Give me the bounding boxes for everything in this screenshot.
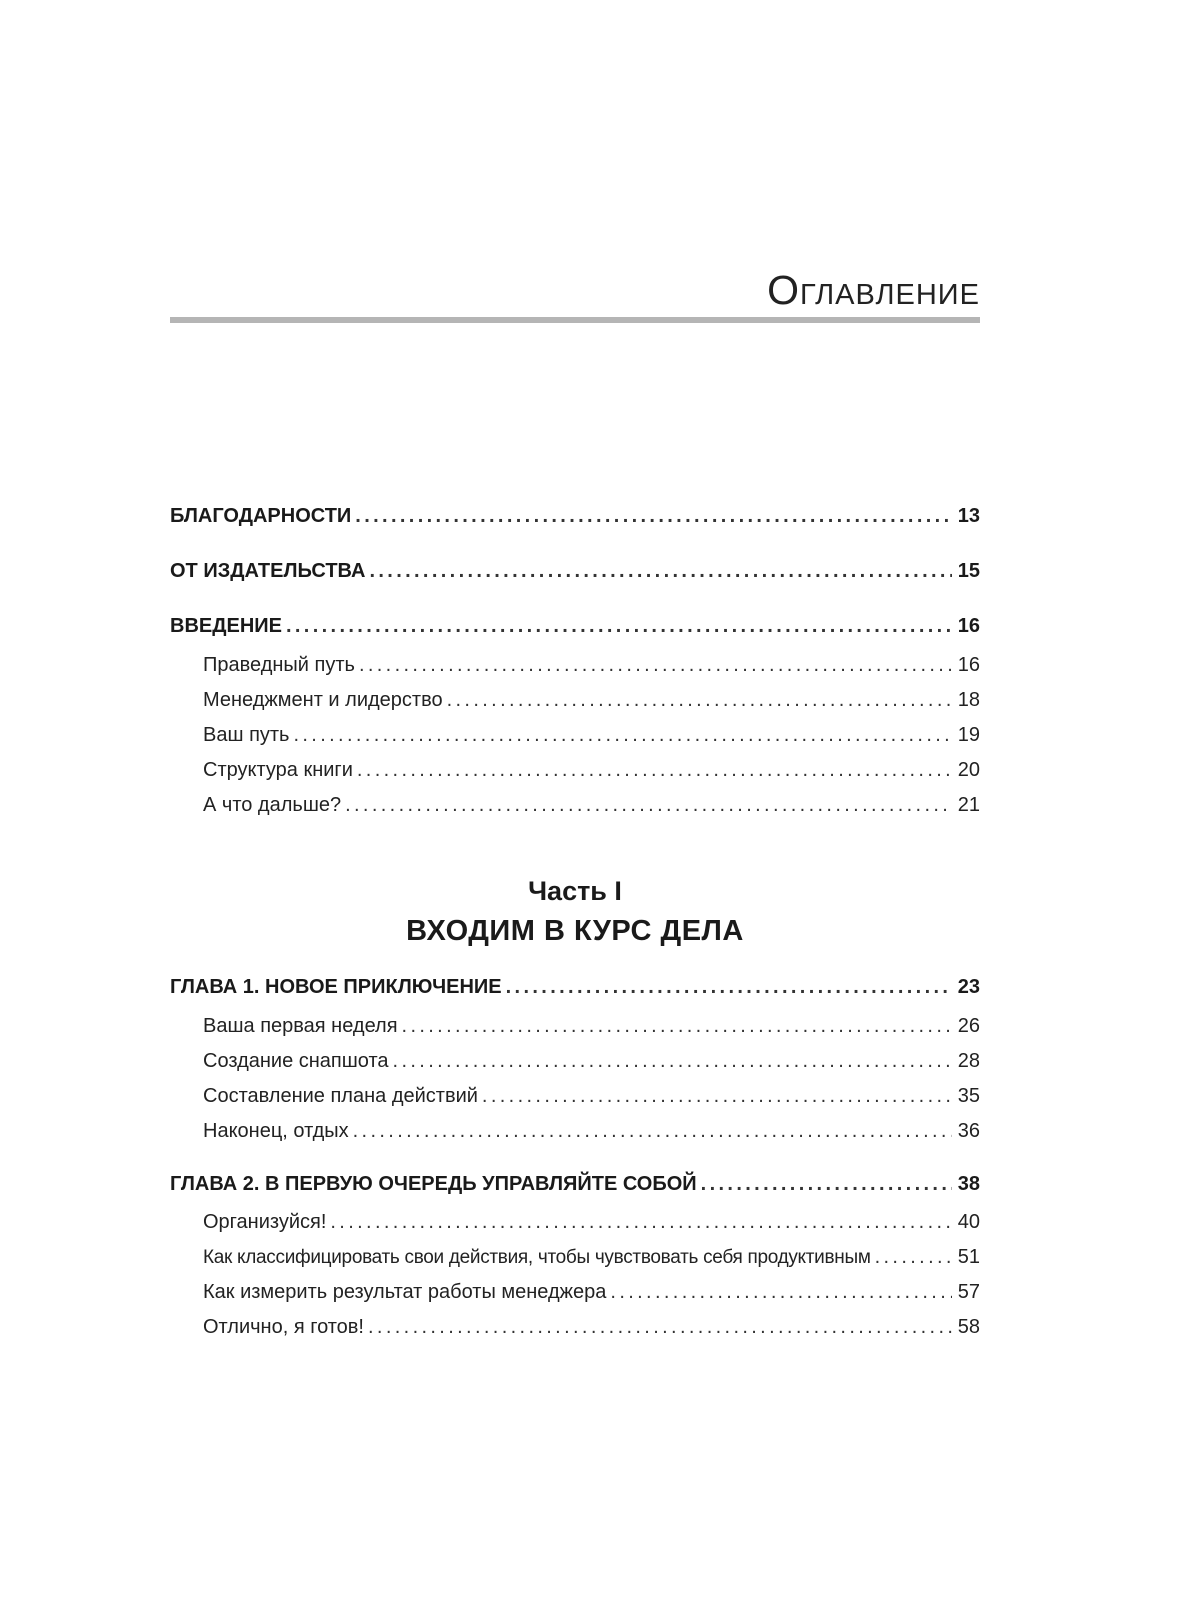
dot-leader: [357, 756, 952, 784]
dot-leader: [875, 1243, 952, 1271]
dot-leader: [330, 1208, 951, 1236]
toc-subentry[interactable]: [203, 1047, 980, 1075]
toc-entry-label: ВВЕДЕНИЕ: [170, 615, 282, 637]
toc-subentry[interactable]: [203, 1082, 980, 1110]
dot-leader: [482, 1082, 952, 1110]
toc-entry-label: Отлично, я готов!: [203, 1316, 364, 1338]
toc-entry-label: Как измерить результат работы менеджера: [203, 1281, 607, 1303]
toc-subentry[interactable]: [203, 1278, 980, 1306]
toc-entry-page: 58: [957, 1316, 980, 1338]
toc-entry-page: 13: [957, 505, 980, 527]
toc-entry-label: БЛАГОДАРНОСТИ: [170, 505, 352, 527]
toc-entry-label: Праведный путь: [203, 654, 355, 676]
toc-entry-chapter-1[interactable]: [170, 973, 980, 1001]
toc-entry-page: 36: [957, 1120, 980, 1142]
toc-subentry[interactable]: [203, 721, 980, 749]
toc-subentry[interactable]: [203, 1208, 980, 1236]
toc-entry-page: 51: [957, 1246, 980, 1268]
dot-leader: [701, 1170, 952, 1198]
dot-leader: [368, 1313, 952, 1341]
dot-leader: [293, 721, 951, 749]
toc-entry-label: Менеджмент и лидерство: [203, 689, 443, 711]
part-title: ВХОДИМ В КУРС ДЕЛА: [406, 915, 744, 947]
dot-leader: [447, 686, 952, 714]
toc-entry-label: ГЛАВА 1. НОВОЕ ПРИКЛЮЧЕНИЕ: [170, 976, 502, 998]
heading-underline: [170, 317, 980, 323]
toc-entry-label: ОТ ИЗДАТЕЛЬСТВА: [170, 560, 366, 582]
dot-leader: [369, 557, 951, 585]
toc-entry-label: Наконец, отдых: [203, 1120, 349, 1142]
dot-leader: [353, 1117, 952, 1145]
toc-entry-page: 20: [957, 759, 980, 781]
dot-leader: [393, 1047, 952, 1075]
toc-entry-chapter-2[interactable]: [170, 1170, 980, 1198]
toc-entry-page: 38: [957, 1173, 980, 1195]
toc-entry-label: Ваш путь: [203, 724, 290, 746]
page-title: Оглавление: [767, 267, 980, 313]
toc-subentry[interactable]: [203, 1313, 980, 1341]
toc-entry-label: А что дальше?: [203, 794, 342, 816]
toc-entry-label: Ваша первая неделя: [203, 1015, 398, 1037]
toc-entry-page: 15: [957, 560, 980, 582]
toc-entry-acknowledgements[interactable]: [170, 502, 980, 530]
toc-entry-page: 28: [957, 1050, 980, 1072]
toc-entry-page: 21: [957, 794, 980, 816]
toc-entry-introduction[interactable]: [170, 612, 980, 640]
toc-subentry[interactable]: [203, 1012, 980, 1040]
toc-entry-page: 23: [957, 976, 980, 998]
toc-entry-page: 26: [957, 1015, 980, 1037]
dot-leader: [610, 1278, 951, 1306]
toc-entry-page: 16: [957, 615, 980, 637]
toc-entry-page: 19: [957, 724, 980, 746]
toc-entry-label: Создание снапшота: [203, 1050, 389, 1072]
toc-entry-label: Составление плана действий: [203, 1085, 478, 1107]
dot-leader: [345, 791, 952, 819]
toc-entry-label: Структура книги: [203, 759, 353, 781]
toc-entry-from-publisher[interactable]: [170, 557, 980, 585]
dot-leader: [359, 651, 952, 679]
toc-entry-label: Организуйся!: [203, 1211, 327, 1233]
dot-leader: [402, 1012, 952, 1040]
toc-entry-page: 57: [957, 1281, 980, 1303]
toc-entry-page: 35: [957, 1085, 980, 1107]
dot-leader: [355, 502, 951, 530]
toc-entry-page: 40: [957, 1211, 980, 1233]
dot-leader: [286, 612, 952, 640]
toc-entry-label: ГЛАВА 2. В ПЕРВУЮ ОЧЕРЕДЬ УПРАВЛЯЙТЕ СОБОЙ: [170, 1173, 697, 1195]
toc-subentry[interactable]: [203, 1117, 980, 1145]
dot-leader: [506, 973, 952, 1001]
toc-subentry[interactable]: [203, 651, 980, 679]
toc-entry-label: Как классифицировать свои действия, чтобы чувствовать себя продуктивным: [203, 1247, 871, 1268]
toc-subentry[interactable]: [203, 686, 980, 714]
toc-subentry[interactable]: [203, 791, 980, 819]
toc-subentry[interactable]: [203, 756, 980, 784]
toc-entry-page: 16: [957, 654, 980, 676]
toc-entry-page: 18: [957, 689, 980, 711]
toc-subentry[interactable]: [203, 1243, 980, 1271]
part-number: Часть I: [528, 876, 622, 906]
